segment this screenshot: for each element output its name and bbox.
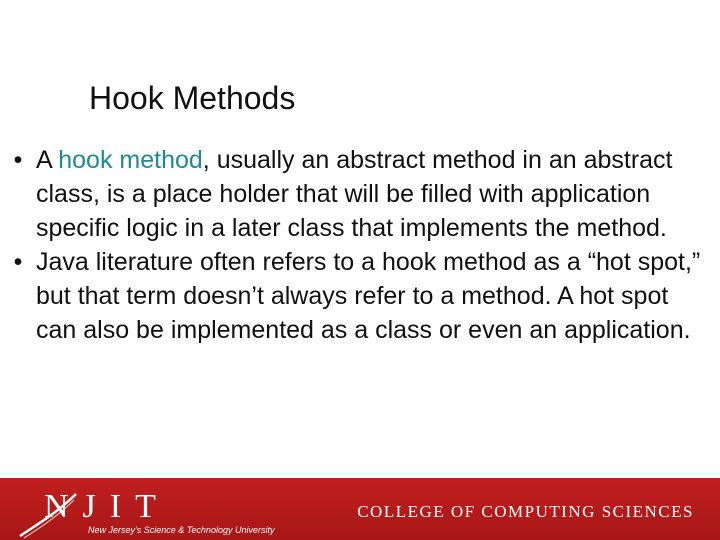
bullet-marker: • [13, 146, 23, 174]
bullet-text-suffix: , usually an abstract method in an abstract class, is a place holder that will be filled with application specific logic in a later class that implements the method. [36, 146, 673, 242]
bullet-list [10, 143, 710, 347]
bullet-text-prefix: A [36, 146, 59, 174]
slide-title: Hook Methods [89, 80, 296, 116]
logo-wordmark: NJIT [44, 488, 170, 525]
bullet-item [10, 143, 710, 245]
logo-tagline: New Jersey's Science & Technology University [88, 525, 275, 535]
bullet-marker: • [13, 248, 23, 276]
highlighted-term: hook method [58, 146, 203, 174]
bullet-item [10, 245, 710, 347]
njit-logo [18, 484, 278, 536]
college-name: COLLEGE OF COMPUTING SCIENCES [357, 502, 694, 521]
bullet-text: Java literature often refers to a hook method as a “hot spot,” but that term doesn’t always refer to a method. A hot spot can also be implemented as a class or even an application. [36, 248, 701, 344]
footer-bar [0, 478, 720, 540]
